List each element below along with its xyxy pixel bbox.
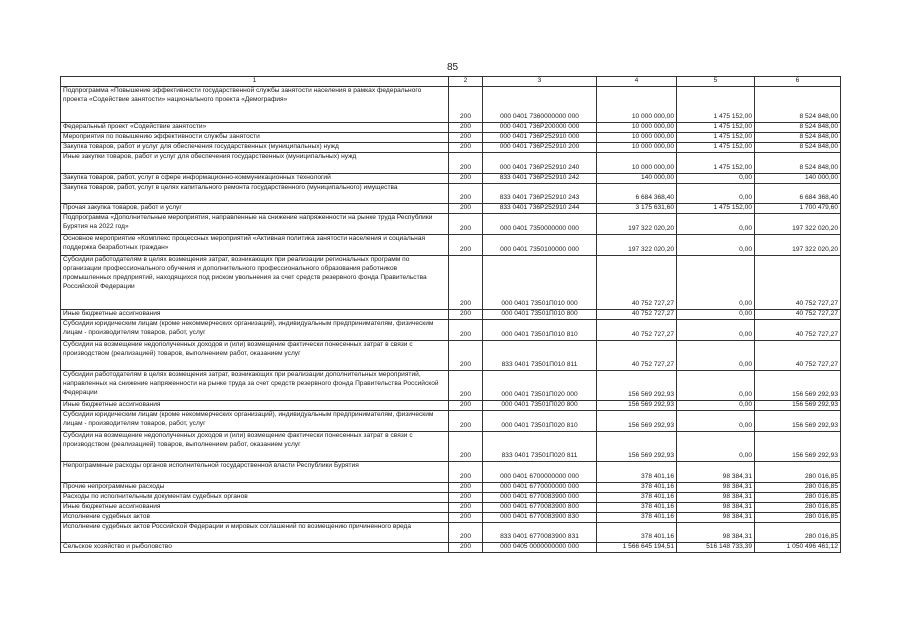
row-classification-code: 000 0401 6700000000 000 [483, 461, 597, 482]
row-amount-executed: 516 148 733,39 [677, 542, 755, 552]
row-amount-executed: 0,00 [677, 183, 755, 203]
row-amount-remaining: 280 016,85 [755, 512, 841, 522]
row-code-2: 200 [449, 86, 483, 122]
row-amount-executed: 98 384,31 [677, 461, 755, 482]
row-code-2: 200 [449, 132, 483, 142]
row-classification-code: 000 0401 73501П020 810 [483, 410, 597, 431]
row-amount-approved: 140 000,00 [597, 173, 677, 183]
row-name: Основное мероприятие «Комплекс процессных мероприятий «Активная политика занятости населения и социальная поддержка безработных граждан» [61, 234, 449, 255]
row-classification-code: 000 0401 73501П010 810 [483, 319, 597, 340]
column-header: 5 [677, 77, 755, 87]
row-amount-executed: 98 384,31 [677, 512, 755, 522]
page-number: 85 [446, 62, 459, 73]
row-amount-executed: 0,00 [677, 319, 755, 340]
row-code-2: 200 [449, 255, 483, 309]
row-amount-approved: 3 175 631,60 [597, 203, 677, 213]
row-code-2: 200 [449, 492, 483, 502]
row-amount-remaining: 40 752 727,27 [755, 319, 841, 340]
table-row [61, 152, 841, 173]
row-amount-remaining: 197 322 020,20 [755, 213, 841, 234]
row-amount-remaining: 197 322 020,20 [755, 234, 841, 255]
row-amount-remaining: 1 700 479,60 [755, 203, 841, 213]
row-amount-remaining: 8 524 848,00 [755, 122, 841, 132]
row-code-2: 200 [449, 542, 483, 552]
row-code-2: 200 [449, 431, 483, 461]
row-code-2: 200 [449, 340, 483, 370]
row-amount-approved: 10 000 000,00 [597, 152, 677, 173]
row-code-2: 200 [449, 122, 483, 132]
row-classification-code: 833 0401 73501П010 811 [483, 340, 597, 370]
row-amount-remaining: 40 752 727,27 [755, 340, 841, 370]
row-amount-executed: 0,00 [677, 400, 755, 410]
row-code-2: 200 [449, 461, 483, 482]
row-name: Федеральный проект «Содействие занятости» [61, 122, 449, 132]
row-classification-code: 000 0401 6770083900 830 [483, 512, 597, 522]
table-row [61, 461, 841, 482]
row-classification-code: 833 0401 736P252910 242 [483, 173, 597, 183]
row-amount-approved: 378 401,16 [597, 461, 677, 482]
row-name: Иные бюджетные ассигнования [61, 309, 449, 319]
row-code-2: 200 [449, 482, 483, 492]
row-code-2: 200 [449, 213, 483, 234]
column-header: 3 [483, 77, 597, 87]
row-amount-remaining: 40 752 727,27 [755, 309, 841, 319]
row-amount-executed: 1 475 152,00 [677, 152, 755, 173]
row-amount-executed: 98 384,31 [677, 522, 755, 542]
row-name: Прочие непрограммные расходы [61, 482, 449, 492]
table-row [61, 173, 841, 183]
row-name: Непрограммные расходы органов исполнительной государственной власти Республики Бурятия [61, 461, 449, 482]
row-code-2: 200 [449, 309, 483, 319]
row-name: Прочая закупка товаров, работ и услуг [61, 203, 449, 213]
row-amount-executed: 0,00 [677, 309, 755, 319]
table-row [61, 522, 841, 542]
table-row [61, 542, 841, 552]
row-classification-code: 000 0401 7350000000 000 [483, 213, 597, 234]
row-name: Исполнение судебных актов Российской Федерации и мировых соглашений по возмещению причиненного вреда [61, 522, 449, 542]
row-amount-approved: 10 000 000,00 [597, 122, 677, 132]
row-amount-remaining: 280 016,85 [755, 502, 841, 512]
row-code-2: 200 [449, 512, 483, 522]
row-classification-code: 000 0401 6770083900 000 [483, 492, 597, 502]
row-amount-remaining: 8 524 848,00 [755, 142, 841, 152]
row-classification-code: 000 0401 73501П010 800 [483, 309, 597, 319]
row-amount-approved: 378 401,16 [597, 492, 677, 502]
row-code-2: 200 [449, 370, 483, 400]
row-amount-executed: 0,00 [677, 255, 755, 309]
row-amount-executed: 1 475 152,00 [677, 142, 755, 152]
row-name: Субсидии работодателям в целях возмещения затрат, возникающих при реализации региональных программ по организации профессионального обучения и дополнительного профессионального образования работников промышленных предприятий, находящихся под риском увольнения за счет средств резервного фонда Правительства Российской Федерации [61, 255, 449, 309]
row-amount-executed: 0,00 [677, 410, 755, 431]
row-classification-code: 000 0405 0000000000 000 [483, 542, 597, 552]
row-amount-remaining: 280 016,85 [755, 522, 841, 542]
row-classification-code: 833 0401 736P252910 244 [483, 203, 597, 213]
row-amount-approved: 40 752 727,27 [597, 319, 677, 340]
row-amount-approved: 378 401,16 [597, 522, 677, 542]
row-amount-approved: 156 569 292,93 [597, 370, 677, 400]
row-amount-executed: 1 475 152,00 [677, 132, 755, 142]
row-classification-code: 000 0401 736P252910 000 [483, 132, 597, 142]
row-amount-approved: 156 569 292,93 [597, 400, 677, 410]
table-row [61, 512, 841, 522]
row-name: Субсидии на возмещение недополученных доходов и (или) возмещение фактически понесенных затрат в связи с производством (реализацией) товаров, выполнением работ, оказанием услуг [61, 340, 449, 370]
table-row [61, 309, 841, 319]
table-row [61, 319, 841, 340]
table-row [61, 492, 841, 502]
row-name: Закупка товаров, работ, услуг в сфере информационно-коммуникационных технологий [61, 173, 449, 183]
row-code-2: 200 [449, 234, 483, 255]
row-classification-code: 000 0401 6770083900 800 [483, 502, 597, 512]
row-amount-remaining: 280 016,85 [755, 482, 841, 492]
table-row [61, 213, 841, 234]
row-amount-executed: 0,00 [677, 340, 755, 370]
row-classification-code: 000 0401 73501П020 000 [483, 370, 597, 400]
row-amount-approved: 197 322 020,20 [597, 213, 677, 234]
row-classification-code: 000 0401 73501П010 000 [483, 255, 597, 309]
row-amount-executed: 98 384,31 [677, 492, 755, 502]
row-classification-code: 000 0401 736P252910 240 [483, 152, 597, 173]
row-code-2: 200 [449, 522, 483, 542]
row-amount-approved: 378 401,16 [597, 512, 677, 522]
row-amount-approved: 6 684 368,40 [597, 183, 677, 203]
row-amount-remaining: 280 016,85 [755, 492, 841, 502]
row-name: Расходы по исполнительным документам судебных органов [61, 492, 449, 502]
row-classification-code: 000 0401 736P200000 000 [483, 122, 597, 132]
table-row [61, 482, 841, 492]
row-amount-approved: 156 569 292,93 [597, 431, 677, 461]
row-classification-code: 000 0401 736P252910 200 [483, 142, 597, 152]
column-header: 6 [755, 77, 841, 87]
row-classification-code: 000 0401 7360000000 000 [483, 86, 597, 122]
table-row [61, 255, 841, 309]
column-header: 2 [449, 77, 483, 87]
row-classification-code: 000 0401 6770000000 000 [483, 482, 597, 492]
row-code-2: 200 [449, 142, 483, 152]
header-row [61, 77, 841, 87]
table-row [61, 142, 841, 152]
row-amount-executed: 0,00 [677, 213, 755, 234]
row-amount-approved: 378 401,16 [597, 502, 677, 512]
row-amount-approved: 10 000 000,00 [597, 86, 677, 122]
row-amount-executed: 0,00 [677, 234, 755, 255]
row-classification-code: 000 0401 73501П020 800 [483, 400, 597, 410]
row-amount-approved: 156 569 292,93 [597, 410, 677, 431]
row-code-2: 200 [449, 319, 483, 340]
table-row [61, 183, 841, 203]
table-row [61, 410, 841, 431]
row-amount-executed: 0,00 [677, 370, 755, 400]
row-amount-remaining: 8 524 848,00 [755, 86, 841, 122]
row-name: Закупка товаров, работ и услуг для обеспечения государственных (муниципальных) нужд [61, 142, 449, 152]
row-amount-remaining: 156 569 292,93 [755, 370, 841, 400]
row-name: Иные бюджетные ассигнования [61, 400, 449, 410]
row-amount-executed: 1 475 152,00 [677, 203, 755, 213]
table-row [61, 370, 841, 400]
row-code-2: 200 [449, 400, 483, 410]
row-amount-approved: 40 752 727,27 [597, 255, 677, 309]
row-amount-remaining: 1 050 496 461,12 [755, 542, 841, 552]
budget-table [60, 76, 841, 553]
row-amount-executed: 1 475 152,00 [677, 86, 755, 122]
row-amount-executed: 98 384,31 [677, 502, 755, 512]
row-amount-remaining: 156 569 292,93 [755, 400, 841, 410]
column-header: 4 [597, 77, 677, 87]
row-amount-approved: 40 752 727,27 [597, 309, 677, 319]
row-amount-remaining: 8 524 848,00 [755, 132, 841, 142]
row-amount-remaining: 40 752 727,27 [755, 255, 841, 309]
table-row [61, 400, 841, 410]
row-amount-executed: 98 384,31 [677, 482, 755, 492]
row-amount-executed: 1 475 152,00 [677, 122, 755, 132]
table-row [61, 203, 841, 213]
row-name: Мероприятия по повышению эффективности службы занятости [61, 132, 449, 142]
row-name: Субсидии юридическим лицам (кроме некоммерческих организаций), индивидуальным предпринимателям, физическим лицам - производителям товаров, работ, услуг [61, 319, 449, 340]
row-amount-approved: 378 401,16 [597, 482, 677, 492]
row-classification-code: 833 0401 73501П020 811 [483, 431, 597, 461]
row-amount-executed: 0,00 [677, 173, 755, 183]
row-amount-remaining: 156 569 292,93 [755, 431, 841, 461]
row-amount-remaining: 156 569 292,93 [755, 410, 841, 431]
row-amount-remaining: 6 684 368,40 [755, 183, 841, 203]
table-row [61, 431, 841, 461]
row-name: Сельское хозяйство и рыболовство [61, 542, 449, 552]
row-amount-approved: 10 000 000,00 [597, 132, 677, 142]
table-row [61, 86, 841, 122]
column-header: 1 [61, 77, 449, 87]
row-amount-remaining: 140 000,00 [755, 173, 841, 183]
row-code-2: 200 [449, 203, 483, 213]
row-classification-code: 833 0401 6770083900 831 [483, 522, 597, 542]
row-amount-remaining: 8 524 848,00 [755, 152, 841, 173]
row-amount-approved: 1 566 645 194,51 [597, 542, 677, 552]
table-row [61, 132, 841, 142]
row-classification-code: 833 0401 736P252910 243 [483, 183, 597, 203]
row-name: Подпрограмма «Повышение эффективности государственной службы занятости населения в рамках федерального проекта «Содействие занятости» национального проекта «Демография» [61, 86, 449, 122]
table-row [61, 234, 841, 255]
table-row [61, 122, 841, 132]
row-name: Закупка товаров, работ, услуг в целях капитального ремонта государственного (муниципального) имущества [61, 183, 449, 203]
row-name: Исполнение судебных актов [61, 512, 449, 522]
row-name: Иные закупки товаров, работ и услуг для обеспечения государственных (муниципальных) нужд [61, 152, 449, 173]
row-classification-code: 000 0401 7350100000 000 [483, 234, 597, 255]
table-row [61, 340, 841, 370]
row-amount-executed: 0,00 [677, 431, 755, 461]
row-code-2: 200 [449, 173, 483, 183]
row-amount-approved: 197 322 020,20 [597, 234, 677, 255]
table-row [61, 502, 841, 512]
row-name: Иные бюджетные ассигнования [61, 502, 449, 512]
row-code-2: 200 [449, 152, 483, 173]
row-code-2: 200 [449, 410, 483, 431]
row-name: Субсидии юридическим лицам (кроме некоммерческих организаций), индивидуальным предпринимателям, физическим лицам - производителям товаров, работ, услуг [61, 410, 449, 431]
row-name: Субсидии работодателям в целях возмещения затрат, возникающих при реализации дополнительных мероприятий, направленных на снижение напряженности на рынке труда за счет средств резервного фонда Правительства Российской Федерации [61, 370, 449, 400]
row-amount-approved: 10 000 000,00 [597, 142, 677, 152]
row-amount-approved: 40 752 727,27 [597, 340, 677, 370]
row-amount-remaining: 280 016,85 [755, 461, 841, 482]
row-code-2: 200 [449, 502, 483, 512]
row-code-2: 200 [449, 183, 483, 203]
row-name: Субсидии на возмещение недополученных доходов и (или) возмещение фактически понесенных затрат в связи с производством (реализацией) товаров, выполнением работ, оказанием услуг [61, 431, 449, 461]
row-name: Подпрограмма «Дополнительные мероприятия, направленные на снижение напряженности на рынке труда Республики Бурятия на 2022 год» [61, 213, 449, 234]
